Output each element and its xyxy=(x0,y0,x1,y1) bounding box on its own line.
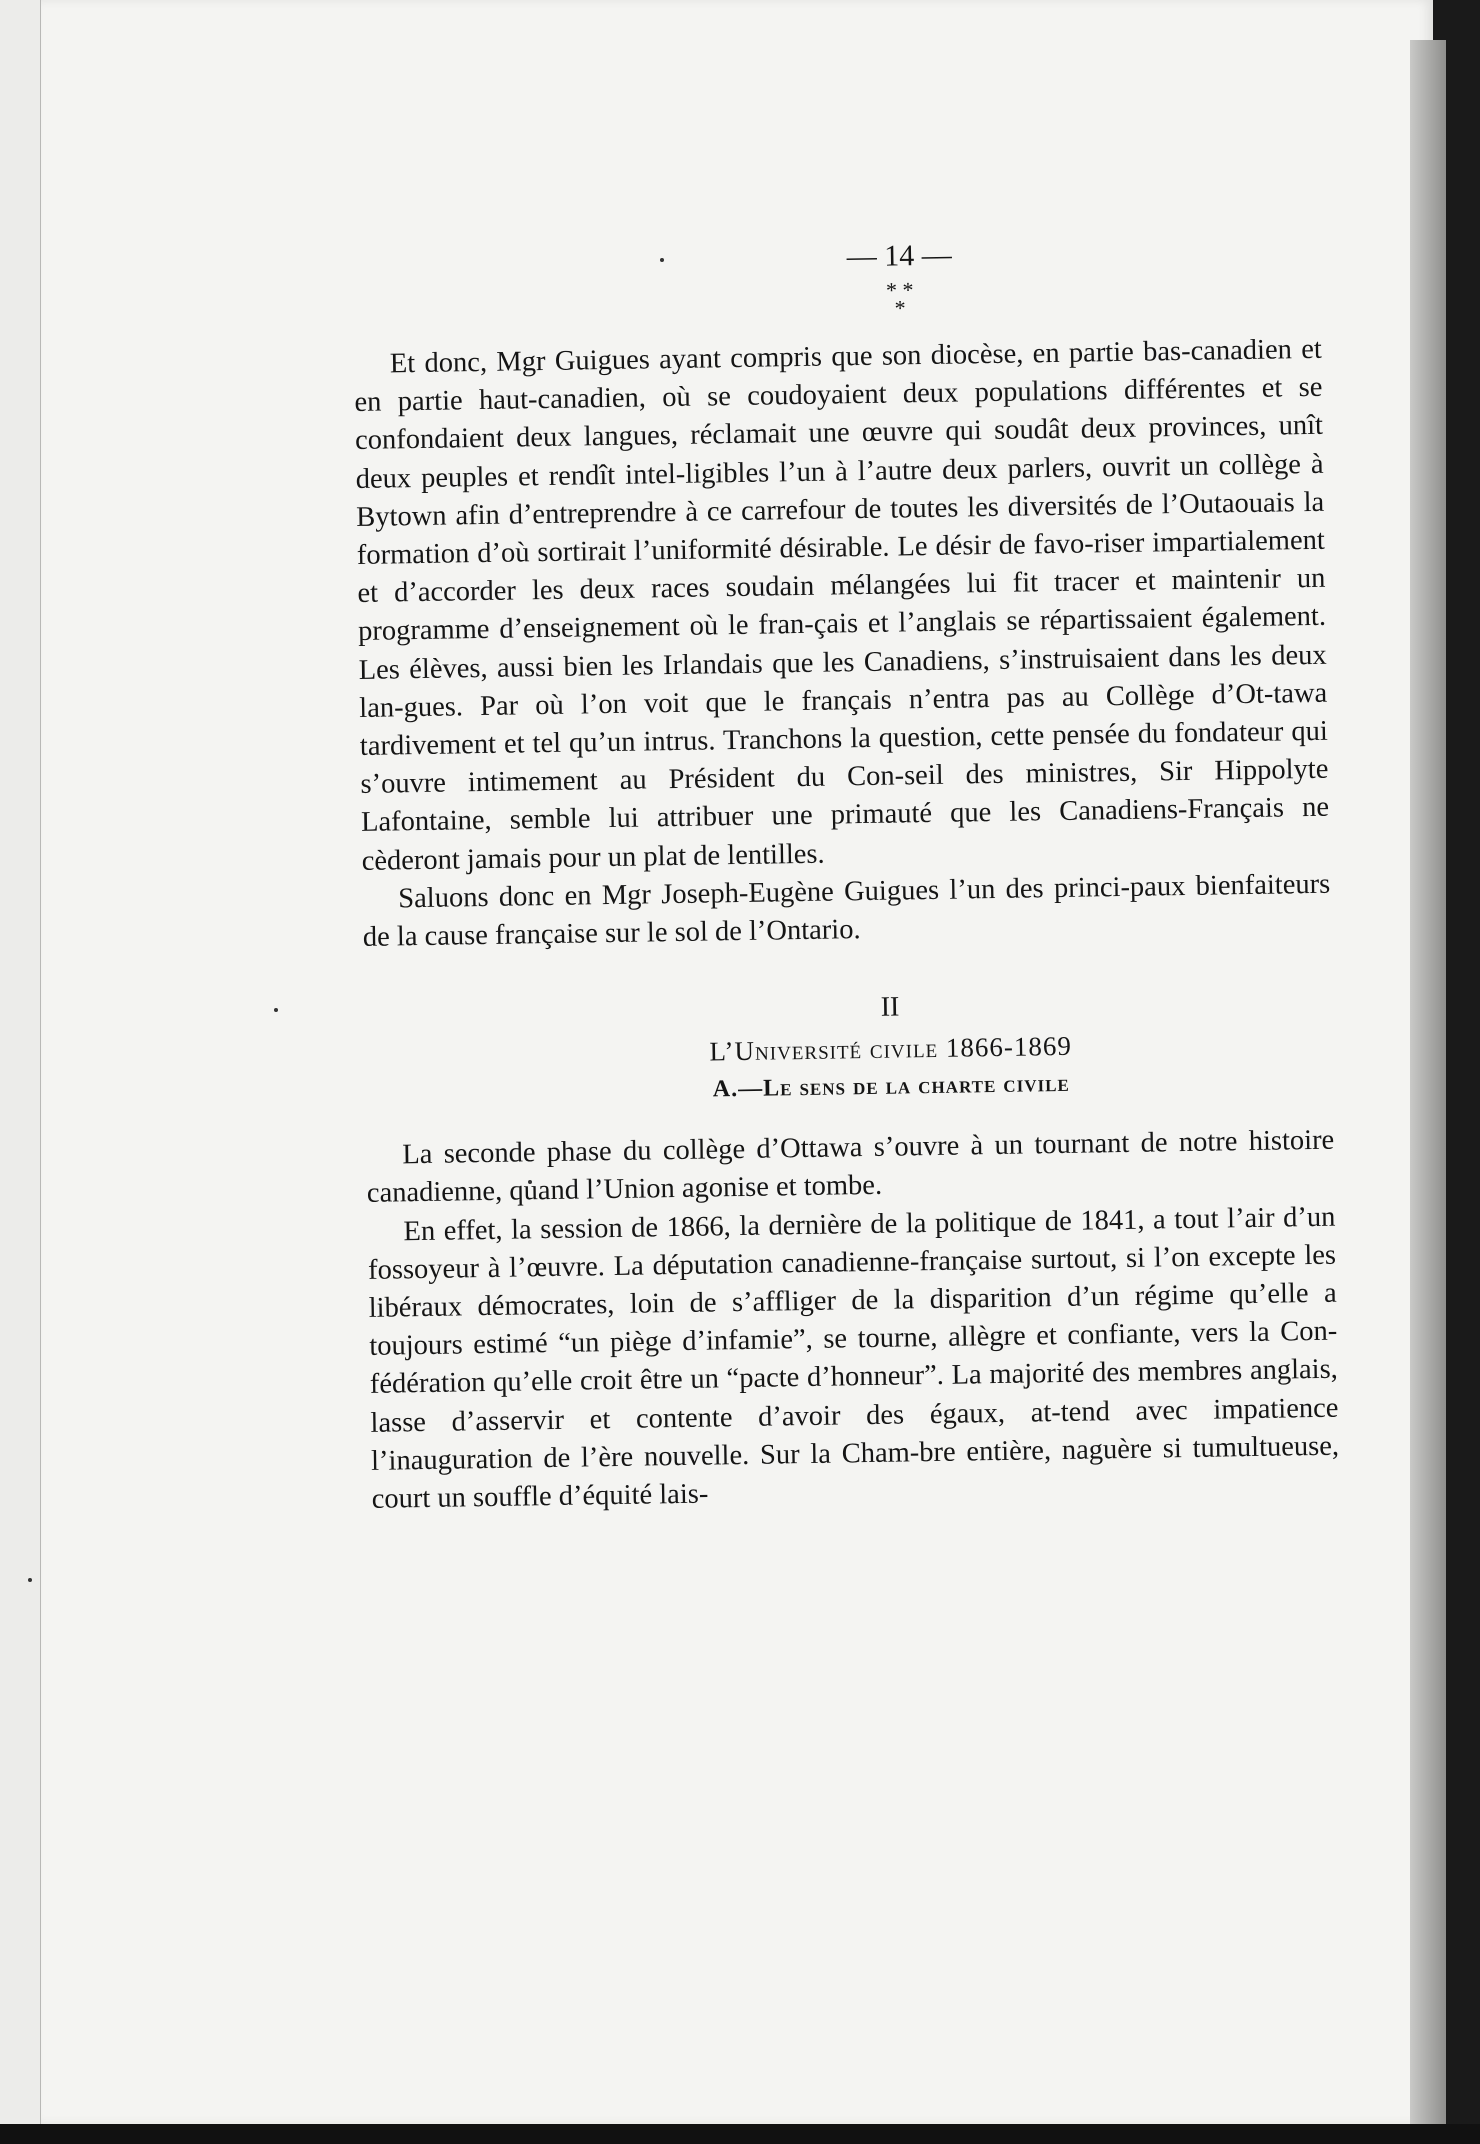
section-number: II xyxy=(880,991,900,1024)
paragraph: Saluons donc en Mgr Joseph-Eugène Guigues l’un des princi-paux bienfaiteurs de la cause française sur le sol de l’Ontario. xyxy=(362,868,1331,953)
asterism-bottom: * xyxy=(894,295,906,321)
paragraph: Et donc, Mgr Guigues ayant compris que son diocèse, en partie bas-canadien et en partie haut-canadien, où se coudoyaient deux populations différentes et se confondaient deux langues, réclamait une œuvre qui soudât deux provinces, unît deux peuples et rendît intel-ligibles l’un à l’autre deux parlers, ouvrit un collège à Bytown afin d’entreprendre à ce carrefour de toutes les diversités de l’Outaouais la formation d’où sortirait l’uniformité désirable. Le désir de favo-riser impartialement et d’accorder les deux races soudain mélangées lui fit tracer et maintenir un programme d’enseignement où le fran-çais et l’anglais se répartissaient également. Les élèves, aussi bien les Irlandais que les Canadiens, s’instruisaient dans les deux lan-gues. Par où l’on voit que le français n’entra pas au Collège d’Ot-tawa tardivement et tel qu’un intrus. Tranchons la question, cette pensée du fondateur qui s’ouvre intimement au Président du Con-seil des ministres, Sir Hippolyte Lafontaine, semble lui attribuer une primauté que les Canadiens-Français ne cèderont jamais pour un plat de lentilles. xyxy=(354,333,1330,877)
section-title: L’Université civile 1866-1869 xyxy=(709,1031,1073,1067)
paragraph: La seconde phase du collège d’Ottawa s’ouvre à un tournant de notre histoire canadienne, quand l’Union agonise et tombe. xyxy=(366,1124,1335,1210)
asterism-top: * * xyxy=(885,277,914,303)
page-text xyxy=(352,229,1340,1519)
page-number: — 14 — xyxy=(846,238,953,274)
scan-bottom-border xyxy=(0,2124,1480,2144)
binding-shadow xyxy=(1410,40,1446,2130)
subsection-title: A.—Le sens de la charte civile xyxy=(712,1071,1071,1103)
speck xyxy=(274,1008,278,1012)
paragraph: En effet, la session de 1866, la dernière de la politique de 1841, a tout l’air d’un fossoyeur à l’œuvre. La députation canadienne-française surtout, si l’on excepte les libéraux démocrates, loin de s’affliger de la disparition d’un régime qu’elle a toujours estimé “un piège d’infamie”, se tourne, allègre et confiante, vers la Con-fédération qu’elle croit être un “pacte d’honneur”. La majorité des membres anglais, lasse d’asservir et contente d’avoir des égaux, at-tend avec impatience l’inauguration de l’ère nouvelle. Sur la Cham-bre entière, naguère si tumultueuse, court un souffle d’équité lais- xyxy=(367,1201,1340,1515)
speck xyxy=(28,1578,32,1582)
